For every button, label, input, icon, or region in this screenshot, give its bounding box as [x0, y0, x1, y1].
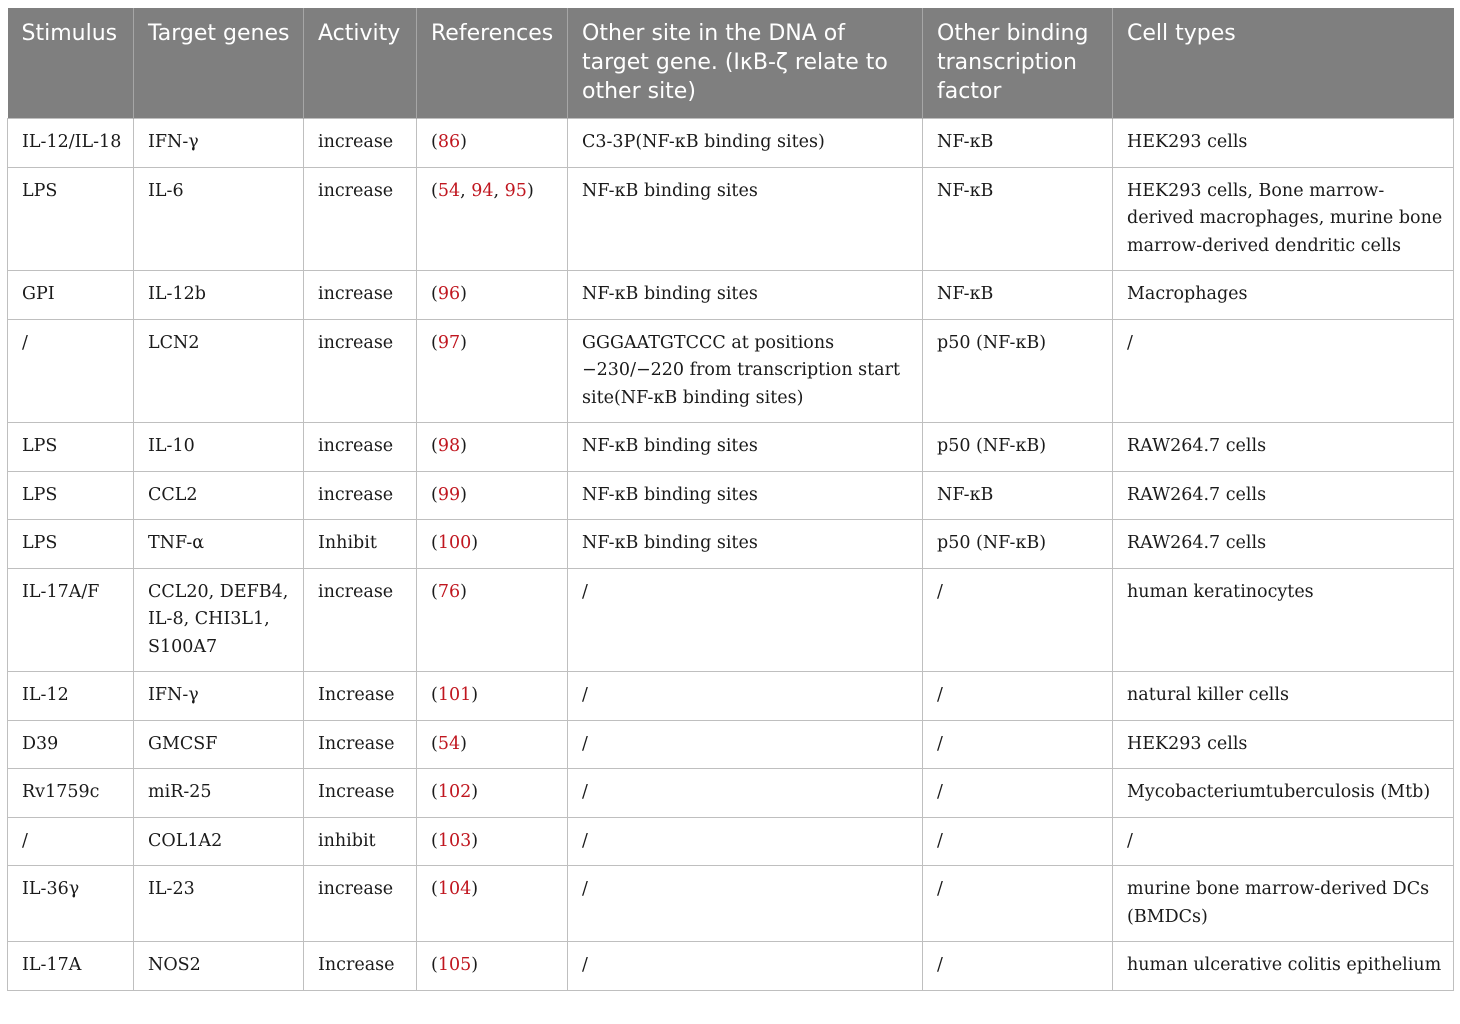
cell-other-site: NF-κB binding sites: [568, 520, 923, 569]
cell-binding-factor: NF-κB: [923, 271, 1113, 320]
cell-other-site: /: [568, 817, 923, 866]
cell-cell-types: HEK293 cells: [1113, 720, 1454, 769]
cell-cell-types: human ulcerative colitis epithelium: [1113, 942, 1454, 991]
ref-open-paren: (: [431, 581, 438, 602]
cell-references: [417, 167, 568, 271]
header-target-genes: Target genes: [134, 8, 304, 119]
table-row: [8, 817, 1454, 866]
cell-other-site: /: [568, 720, 923, 769]
cell-cell-types: human keratinocytes: [1113, 568, 1454, 672]
ref-open-paren: (: [431, 132, 438, 152]
cell-references: [417, 866, 568, 942]
cell-cell-types: Mycobacteriumtuberculosis (Mtb): [1113, 769, 1454, 818]
cell-binding-factor: /: [923, 720, 1113, 769]
cell-target-genes: IL-10: [134, 423, 304, 472]
table-row: [8, 568, 1454, 672]
cell-stimulus: /: [8, 319, 134, 423]
table-row: [8, 471, 1454, 520]
cell-other-site: /: [568, 866, 923, 942]
reference-link[interactable]: 102: [437, 782, 472, 802]
cell-binding-factor: p50 (NF-κB): [923, 319, 1113, 423]
cell-references: [417, 319, 568, 423]
header-other-binding-factor: Other binding transcription factor: [923, 8, 1113, 119]
cell-other-site: GGGAATGTCCC at positions −230/−220 from transcription start site(NF-κB binding sites): [568, 319, 923, 423]
cell-binding-factor: NF-κB: [923, 119, 1113, 168]
ref-close-paren: ): [460, 484, 467, 505]
reference-link[interactable]: 54: [437, 180, 461, 201]
reference-link[interactable]: 86: [437, 132, 461, 152]
cell-cell-types: HEK293 cells: [1113, 119, 1454, 168]
ref-separator: ,: [460, 180, 472, 201]
cell-other-site: NF-κB binding sites: [568, 167, 923, 271]
cell-references: [417, 471, 568, 520]
reference-link[interactable]: 100: [437, 533, 472, 553]
cell-references: [417, 568, 568, 672]
header-references: References: [417, 8, 568, 119]
ref-close-paren: ): [471, 685, 479, 705]
cell-references: [417, 271, 568, 320]
reference-link[interactable]: 103: [437, 830, 472, 851]
reference-link[interactable]: 95: [504, 180, 527, 201]
ref-open-paren: (: [431, 830, 438, 851]
header-cell-types: Cell types: [1113, 8, 1454, 119]
cell-binding-factor: /: [923, 769, 1113, 818]
cell-target-genes: NOS2: [134, 942, 304, 991]
reference-link[interactable]: 101: [437, 685, 472, 705]
ref-open-paren: (: [431, 782, 438, 802]
cell-activity: Increase: [304, 942, 417, 991]
cell-other-site: C3-3P(NF-κB binding sites): [568, 119, 923, 168]
cell-stimulus: IL-17A/F: [8, 568, 134, 672]
cell-stimulus: LPS: [8, 167, 134, 271]
ref-close-paren: ): [471, 879, 479, 899]
cell-stimulus: IL-17A: [8, 942, 134, 991]
cell-other-site: /: [568, 769, 923, 818]
cell-target-genes: TNF-α: [134, 520, 304, 569]
table-row: [8, 423, 1454, 472]
cell-other-site: NF-κB binding sites: [568, 423, 923, 472]
cell-binding-factor: /: [923, 817, 1113, 866]
reference-link[interactable]: 96: [437, 284, 461, 304]
ref-close-paren: ): [460, 436, 467, 456]
ref-close-paren: ): [460, 581, 467, 602]
cell-cell-types: RAW264.7 cells: [1113, 423, 1454, 472]
cell-other-site: /: [568, 568, 923, 672]
ref-open-paren: (: [431, 533, 438, 553]
ref-close-paren: ): [526, 180, 534, 201]
cell-activity: Increase: [304, 672, 417, 721]
cell-cell-types: Macrophages: [1113, 271, 1454, 320]
cell-stimulus: /: [8, 817, 134, 866]
cell-stimulus: Rv1759c: [8, 769, 134, 818]
cell-target-genes: IFN-γ: [134, 119, 304, 168]
cell-cell-types: RAW264.7 cells: [1113, 520, 1454, 569]
ref-open-paren: (: [431, 955, 438, 975]
cell-binding-factor: NF-κB: [923, 167, 1113, 271]
cell-activity: increase: [304, 119, 417, 168]
ref-open-paren: (: [431, 284, 438, 304]
reference-link[interactable]: 94: [471, 180, 494, 201]
data-table: [7, 8, 1454, 991]
ref-open-paren: (: [431, 484, 438, 505]
cell-cell-types: murine bone marrow-derived DCs (BMDCs): [1113, 866, 1454, 942]
cell-target-genes: CCL2: [134, 471, 304, 520]
cell-stimulus: IL-36γ: [8, 866, 134, 942]
ref-separator: ,: [493, 180, 505, 201]
table-row: [8, 866, 1454, 942]
reference-link[interactable]: 97: [437, 332, 461, 353]
cell-cell-types: RAW264.7 cells: [1113, 471, 1454, 520]
ref-open-paren: (: [431, 685, 438, 705]
cell-target-genes: CCL20, DEFB4, IL-8, CHI3L1, S100A7: [134, 568, 304, 672]
ref-close-paren: ): [471, 955, 479, 975]
cell-stimulus: GPI: [8, 271, 134, 320]
header-row: [8, 8, 1454, 119]
cell-references: [417, 119, 568, 168]
cell-stimulus: LPS: [8, 471, 134, 520]
table-body: [8, 119, 1454, 991]
ref-close-paren: ): [471, 830, 479, 851]
ref-close-paren: ): [471, 533, 479, 553]
cell-binding-factor: NF-κB: [923, 471, 1113, 520]
ref-close-paren: ): [460, 332, 467, 353]
table-row: [8, 769, 1454, 818]
cell-binding-factor: /: [923, 672, 1113, 721]
reference-link[interactable]: 76: [437, 581, 461, 602]
reference-link[interactable]: 99: [437, 484, 461, 505]
cell-references: [417, 423, 568, 472]
ref-open-paren: (: [431, 733, 438, 754]
header-other-site: Other site in the DNA of target gene. (IκB-ζ relate to other site): [568, 8, 923, 119]
ref-close-paren: ): [471, 782, 479, 802]
ref-close-paren: ): [460, 284, 467, 304]
table-row: [8, 720, 1454, 769]
cell-cell-types: /: [1113, 319, 1454, 423]
cell-other-site: NF-κB binding sites: [568, 471, 923, 520]
cell-binding-factor: p50 (NF-κB): [923, 520, 1113, 569]
table-row: [8, 942, 1454, 991]
cell-activity: increase: [304, 471, 417, 520]
cell-target-genes: COL1A2: [134, 817, 304, 866]
ref-open-paren: (: [431, 436, 438, 456]
cell-cell-types: HEK293 cells, Bone marrow-derived macrophages, murine bone marrow-derived dendritic cells: [1113, 167, 1454, 271]
reference-link[interactable]: 104: [437, 879, 472, 899]
ref-open-paren: (: [431, 332, 438, 353]
cell-target-genes: miR-25: [134, 769, 304, 818]
cell-stimulus: LPS: [8, 423, 134, 472]
cell-activity: Inhibit: [304, 520, 417, 569]
table-row: [8, 167, 1454, 271]
cell-binding-factor: /: [923, 866, 1113, 942]
cell-target-genes: IL-6: [134, 167, 304, 271]
ref-open-paren: (: [431, 879, 438, 899]
cell-other-site: NF-κB binding sites: [568, 271, 923, 320]
table-row: [8, 119, 1454, 168]
cell-references: [417, 817, 568, 866]
reference-link[interactable]: 98: [437, 436, 461, 456]
table-row: [8, 271, 1454, 320]
cell-activity: increase: [304, 866, 417, 942]
cell-activity: increase: [304, 271, 417, 320]
ref-close-paren: ): [460, 132, 467, 152]
ref-close-paren: ): [460, 733, 467, 754]
cell-target-genes: LCN2: [134, 319, 304, 423]
header-activity: Activity: [304, 8, 417, 119]
ref-open-paren: (: [431, 180, 438, 201]
cell-other-site: /: [568, 942, 923, 991]
cell-activity: inhibit: [304, 817, 417, 866]
cell-target-genes: IL-23: [134, 866, 304, 942]
cell-activity: Increase: [304, 769, 417, 818]
cell-references: [417, 520, 568, 569]
cell-activity: increase: [304, 423, 417, 472]
cell-binding-factor: p50 (NF-κB): [923, 423, 1113, 472]
cell-stimulus: IL-12/IL-18: [8, 119, 134, 168]
cell-activity: Increase: [304, 720, 417, 769]
cell-references: [417, 720, 568, 769]
cell-binding-factor: /: [923, 942, 1113, 991]
cell-cell-types: natural killer cells: [1113, 672, 1454, 721]
cell-target-genes: IFN-γ: [134, 672, 304, 721]
cell-references: [417, 769, 568, 818]
cell-references: [417, 942, 568, 991]
cell-binding-factor: /: [923, 568, 1113, 672]
cell-target-genes: IL-12b: [134, 271, 304, 320]
reference-link[interactable]: 54: [437, 733, 461, 754]
table-row: [8, 520, 1454, 569]
cell-target-genes: GMCSF: [134, 720, 304, 769]
table-row: [8, 672, 1454, 721]
cell-stimulus: D39: [8, 720, 134, 769]
header-stimulus: Stimulus: [8, 8, 134, 119]
cell-activity: increase: [304, 568, 417, 672]
cell-other-site: /: [568, 672, 923, 721]
cell-cell-types: /: [1113, 817, 1454, 866]
cell-activity: increase: [304, 167, 417, 271]
reference-link[interactable]: 105: [437, 955, 472, 975]
cell-stimulus: LPS: [8, 520, 134, 569]
table-row: [8, 319, 1454, 423]
cell-references: [417, 672, 568, 721]
cell-activity: increase: [304, 319, 417, 423]
cell-stimulus: IL-12: [8, 672, 134, 721]
